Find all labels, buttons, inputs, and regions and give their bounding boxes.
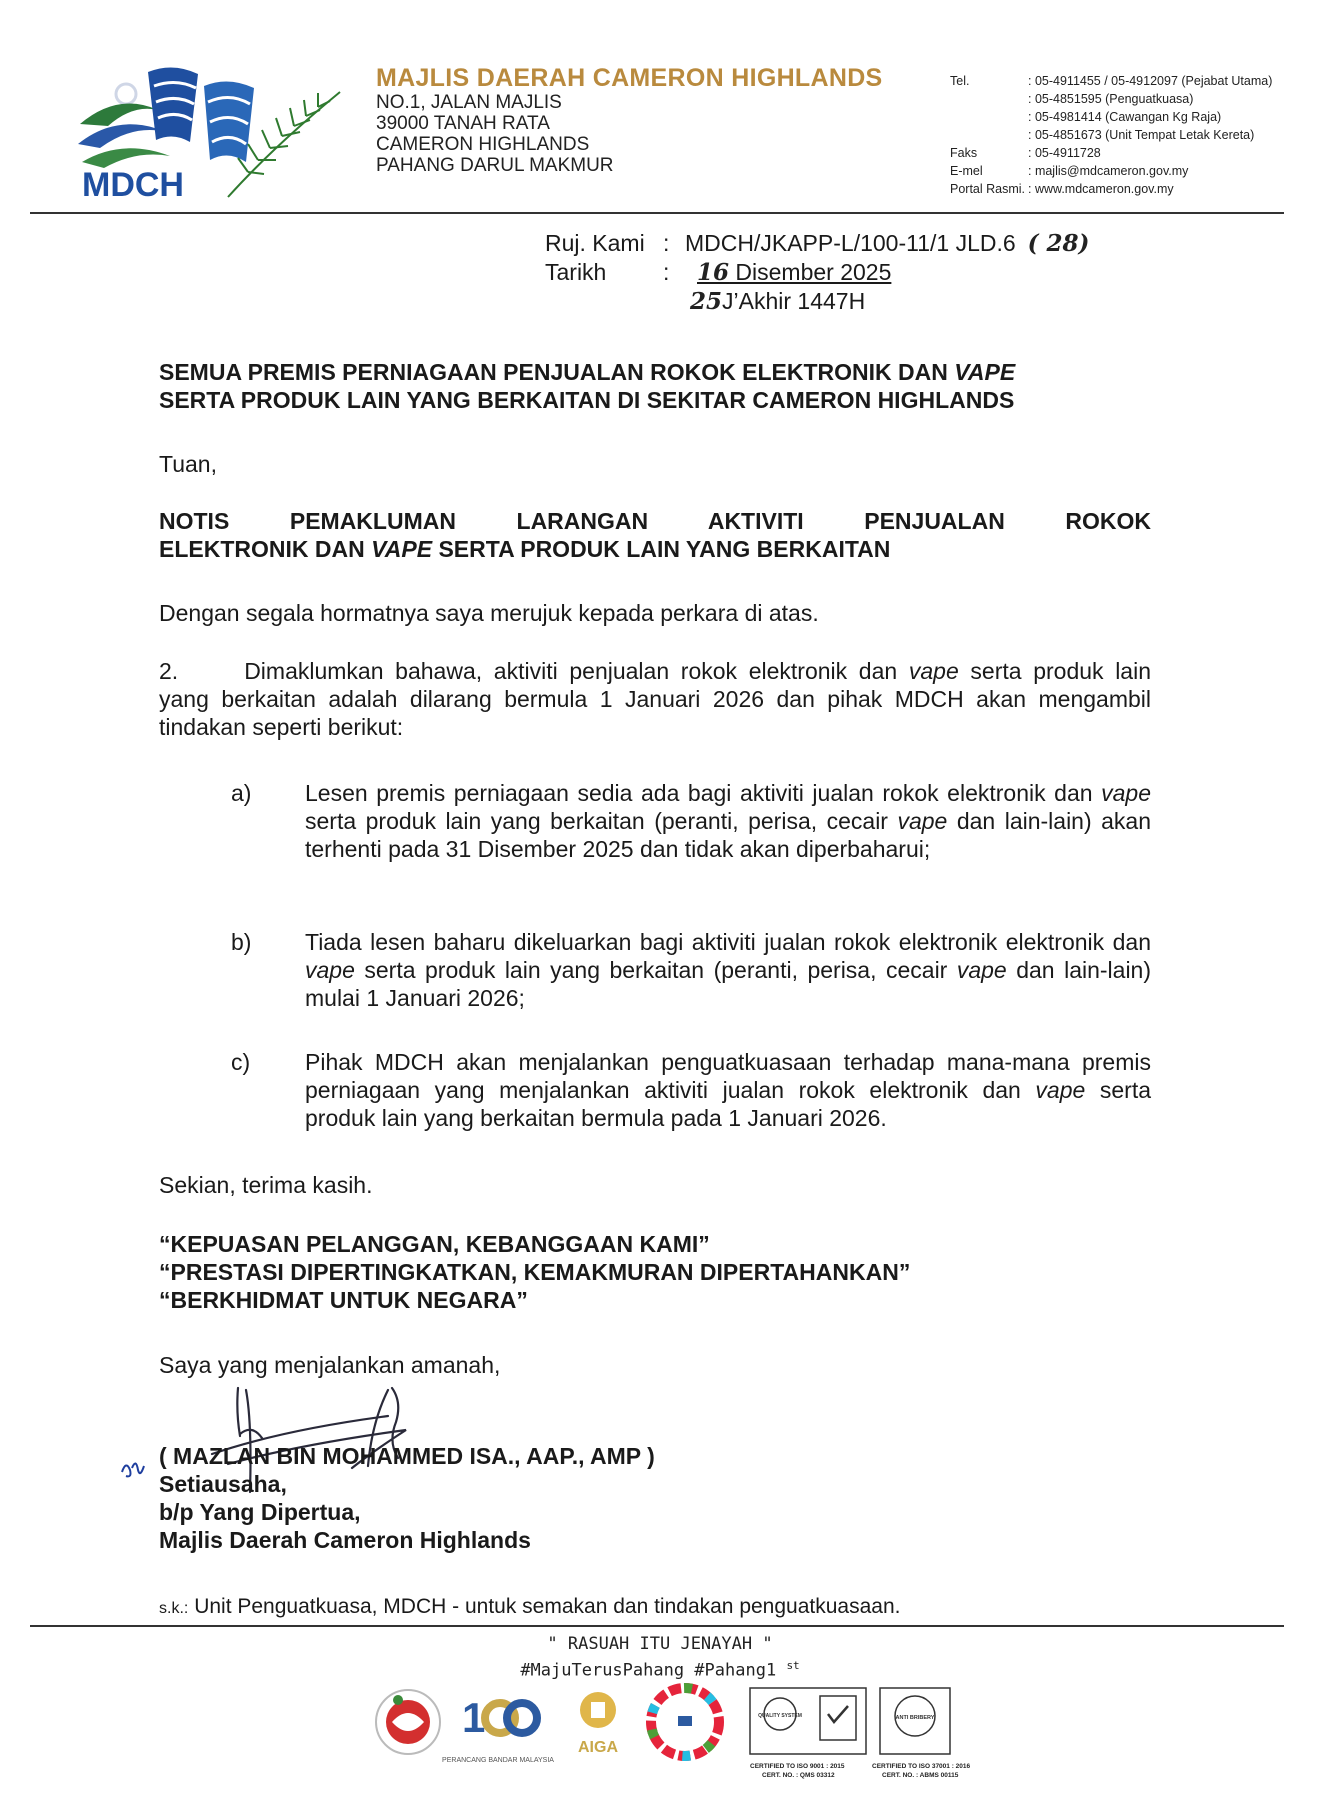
contact-row (950, 162, 1272, 180)
sign-intro: Saya yang menjalankan amanah, (159, 1352, 501, 1378)
contact-row (950, 108, 1272, 126)
salutation: Tuan, (159, 451, 217, 477)
item-text: Lesen premis perniagaan sedia ada bagi aktiviti jualan rokok elektronik dan vape serta produk lain yang berkaitan (peranti, perisa, cecair vape dan lain-lain) akan terhenti pada 31 Disember 2025 dan tidak akan diperbaharui; (305, 780, 1152, 862)
slogans (159, 1230, 1151, 1314)
contact-value: : 05-4851595 (Penguatkuasa) (1028, 92, 1194, 106)
ref-label: Ruj. Kami (545, 230, 645, 256)
date-rest: Disember 2025 (729, 259, 892, 285)
planning-100-badge-icon (442, 1694, 554, 1764)
footer-hashtags: #MajuTerusPahang #Pahang1 $^{st}$ (520, 1659, 800, 1681)
address-line: NO.1, JALAN MAJLIS (376, 92, 562, 113)
address-line: 39000 TANAH RATA (376, 113, 550, 134)
cc-line (159, 1593, 1151, 1623)
slogan: “PRESTASI DIPERTINGKATKAN, KEMAKMURAN DIPERTAHANKAN” (159, 1259, 911, 1285)
ref-number: MDCH/JKAPP-L/100-11/1 JLD.6 (685, 230, 1016, 256)
cert2-number: CERT. NO. : ABMS 00115 (882, 1772, 959, 1779)
contact-row (950, 90, 1272, 108)
contact-label (950, 126, 1028, 144)
item-key: b) (231, 929, 252, 955)
slogan: “BERKHIDMAT UNTUK NEGARA” (159, 1287, 528, 1313)
contact-label: Tel. (950, 74, 970, 88)
contact-label (950, 90, 1028, 108)
aiga-label: AIGA (578, 1739, 618, 1756)
paragraph-2: 2. Dimaklumkan bahawa, aktiviti penjualan rokok elektronik dan vape serta produk lain yang berkaitan adalah dilarang bermula 1 Januari 2026 dan pihak MDCH akan mengambil tindakan seperti berikut: (159, 658, 1152, 740)
org-name: MAJLIS DAERAH CAMERON HIGHLANDS (376, 64, 883, 92)
footer-divider (30, 1625, 1284, 1627)
letterhead-org (376, 64, 883, 176)
svg-text:1: 1 (462, 1694, 486, 1741)
hijri-rest: J’Akhir 1447H (722, 288, 866, 314)
address-line: PAHANG DARUL MAKMUR (376, 155, 614, 176)
date-day-handwritten: 16 (697, 259, 730, 286)
contact-label (950, 108, 1028, 126)
item-text: Tiada lesen baharu dikeluarkan bagi aktiviti jualan rokok elektronik elektronik dan vape serta produk lain yang berkaitan (peranti, perisa, cecair vape dan lain-lain) mulai 1 Januari 2026; (305, 929, 1152, 1011)
hijri-row (545, 287, 1089, 316)
contact-row (950, 126, 1272, 144)
item-key: a) (231, 780, 252, 806)
footer-badges (370, 1680, 990, 1790)
signatory-on-behalf: b/p Yang Dipertua, (159, 1499, 361, 1525)
cert1-number: CERT. NO. : QMS 03312 (762, 1772, 835, 1779)
aiga-badge-icon (578, 1692, 618, 1756)
sdg-wheel-icon (651, 1688, 719, 1756)
date-row: Tarikh : 16 Disember 2025 (545, 259, 892, 286)
planning-label: PERANCANG BANDAR MALAYSIA (442, 1757, 554, 1764)
hijri-day-handwritten: 25 (690, 288, 723, 315)
contact-value: : 05-4981414 (Cawangan Kg Raja) (1028, 110, 1222, 124)
contact-block (950, 72, 1272, 198)
intro-paragraph: Dengan segala hormatnya saya merujuk kepada perkara di atas. (159, 600, 819, 626)
cert2-label: CERTIFIED TO ISO 37001 : 2016 (872, 1763, 971, 1770)
item-text: Pihak MDCH akan menjalankan penguatkuasaan terhadap mana-mana premis perniagaan yang menjalankan aktiviti jualan rokok elektronik dan vape serta produk lain yang berkaitan bermula pada 1 Januari 2026. (305, 1049, 1152, 1131)
antibribery-label: ANTI BRIBERY (895, 1715, 935, 1721)
contact-row (950, 144, 1272, 162)
signatory-council: Majlis Daerah Cameron Highlands (159, 1527, 531, 1553)
signatory-block (159, 1442, 1151, 1554)
contact-label: E-mel (950, 164, 983, 178)
cert1-label: CERTIFIED TO ISO 9001 : 2015 (750, 1763, 845, 1770)
subject-line-2: ELEKTRONIK DAN VAPE SERTA PRODUK LAIN YANG BERKAITAN (159, 536, 891, 562)
subject-line-1: NOTIS PEMAKLUMAN LARANGAN AKTIVITI PENJUALAN ROKOK (159, 508, 1151, 534)
contact-website[interactable]: : www.mdcameron.gov.my (1028, 182, 1174, 196)
ref-row: Ruj. Kami : MDCH/JKAPP-L/100-11/1 JLD.6 ( 28) (545, 230, 1090, 257)
date-label: Tarikh (545, 259, 607, 285)
contact-value: : 05-4911455 / 05-4912097 (Pejabat Utama) (1028, 74, 1273, 88)
mdch-logo (78, 52, 348, 202)
signatory-position: Setiausaha, (159, 1471, 287, 1497)
signatory-name: ( MAZLAN BIN MOHAMMED ISA., AAP., AMP ) (159, 1443, 655, 1469)
subject (159, 507, 1151, 563)
anti-bribery-badge-icon (872, 1688, 971, 1779)
letter-date (697, 258, 891, 287)
logo-text: MDCH (82, 166, 184, 202)
slogan: “KEPUASAN PELANGGAN, KEBANGGAAN KAMI” (159, 1231, 710, 1257)
address-line: CAMERON HIGHLANDS (376, 134, 590, 155)
recipient: SEMUA PREMIS PERNIAGAAN PENJUALAN ROKOK ELEKTRONIK DAN VAPE SERTA PRODUK LAIN YANG BERKAITAN DI SEKITAR CAMERON HIGHLANDS (159, 359, 1016, 413)
reference-block (545, 229, 1089, 316)
contact-row (950, 180, 1272, 198)
ref-handwritten-number: ( 28) (1027, 230, 1090, 257)
closing: Sekian, terima kasih. (159, 1172, 373, 1198)
paragraph-number: 2. (159, 658, 179, 684)
footer-motto: " RASUAH ITU JENAYAH " (547, 1634, 773, 1654)
header-divider (30, 212, 1284, 214)
anti-smoking-badge-icon (376, 1690, 440, 1754)
contact-value: : 05-4911728 (1028, 146, 1101, 160)
contact-value: : 05-4851673 (Unit Tempat Letak Kereta) (1028, 128, 1255, 142)
contact-label: Faks (950, 146, 978, 160)
item-key: c) (231, 1049, 251, 1075)
cc-label: s.k.: (159, 1600, 189, 1617)
quality-label: QUALITY SYSTEM (758, 1713, 802, 1719)
quality-system-badge-icon (750, 1688, 866, 1779)
contact-label: Portal Rasmi. (950, 182, 1026, 196)
cc-text: Unit Penguatkuasa, MDCH - untuk semakan dan tindakan penguatkuasaan. (194, 1595, 901, 1618)
initial-mark (118, 1452, 152, 1486)
contact-row (950, 72, 1272, 90)
contact-email[interactable]: : majlis@mdcameron.gov.my (1028, 164, 1189, 178)
